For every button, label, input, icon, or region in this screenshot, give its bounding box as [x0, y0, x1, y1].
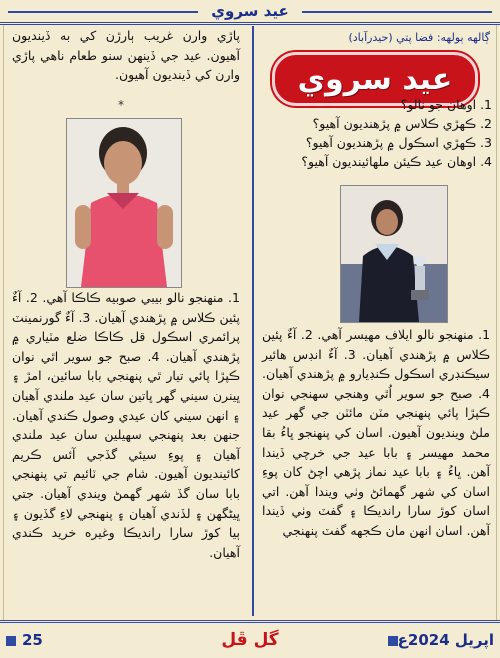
continued-text: پاڙي وارن غريب ٻارڙن کي به ڏينديون آهيون. عيد جي ڏينهن سنو طعام ناهي پاڙي وارن کي ڏينديون آهيون.	[12, 28, 240, 83]
question-list	[262, 95, 492, 171]
question-4: 4. اوهان عيد ڪيئن ملهائينديون آهيو؟	[301, 154, 492, 169]
section-separator: *	[118, 98, 124, 112]
magazine-name: گل ڦل	[221, 630, 279, 650]
question-2: 2. ڪهڙي ڪلاس ۾ پڙهنديون آهيو؟	[312, 116, 492, 131]
page-footer	[0, 620, 500, 658]
answers-left: 1. منهنجو نالو بيبي صوبيه ڪاڪا آهي. 2. آءٌ پئين ڪلاس ۾ پڙهندي آهيان. 3. آءٌ گورنمينٽ پرائمري اسڪول قل ڪاڪا ضلع مٽياري ۾ پڙهندي آهيان. 4. صبح جو سوير اٿي نوان ڪپڙا پائي تيار ٿي پنهنجي بابا سائين، امڙ ۽ ڀينرن سيني گهر ڀاتين سان عيد ملندي آهيان ۽ انهن سيني کان عيدي وصول ڪندي آهيان. جنهن بعد پنهنجي سهيلين سان عيد ملندي آهيان ۽ پوءِ سيئي گڏجي آئس ڪريم کائينديون آهيون. شام جي ٽائيم تي پنهنجي بابا سان گڏ شهر گهمڻ ويندي آهيان. جتي ڀيڻگهن ۽ لڏندي آهيان ۽ پنهنجي لاءِ گڏيون ۽ ٻيا کوڙ سارا رانديڪا وغيره خريد ڪندي آهيان.	[12, 290, 240, 560]
photo-girl-with-trophy	[340, 185, 448, 323]
question-3: 3. ڪهڙي اسڪول ۾ پڙهنديون آهيو؟	[305, 135, 492, 150]
header-rule-right	[302, 11, 492, 13]
column-divider	[252, 26, 254, 616]
answers-right: 1. منهنجو نالو ايلاف مهيسر آهي. 2. آءٌ پئين ڪلاس ۾ پڙهندي آهيان. 3. آءٌ انڊس هائير سيڪنڊري اسڪول ڪنڊيارو ۾ پڙهندي آهيان. 4. صبح جو سوير اُٿي وهنجي سهنجي نوان ڪپڙا پائي پنهنجي مٽن مائٽن جي گهر عيد ملڻ وينديون آهيون. اسان کي پنهنجو ڀاءُ بقا محمد مهيسر ۽ بابا عيد جي خرچي ڏيندا آهن. ڀاءُ ۽ بابا عيد نماز پڙهي اچڻ کان پوءِ اسان کي شهر گهمائڻ وٺي ويندا آهن. اتي اسان کوڙ سارا رانديڪا ۽ گفٽ وٺي ڏيندا آهن. اسان انهن مان ڪجهه گفٽ پنهنجي	[262, 327, 491, 538]
article-title: عيد سروي	[297, 61, 453, 97]
page-header	[0, 0, 500, 25]
page-number: 25	[6, 629, 50, 651]
byline: ڳالهه ٻولهه: فضا پتي (حيدرآباد)	[348, 31, 490, 44]
issue-date: اپريل 2024ع	[360, 629, 494, 651]
header-rule-left	[8, 11, 198, 13]
photo-girl-in-pink-image	[67, 119, 181, 287]
question-1: 1. اوهان جو نالو؟	[400, 97, 492, 112]
photo-girl-with-trophy-image	[341, 186, 447, 322]
photo-girl-in-pink	[66, 118, 182, 288]
header-title: عيد سروي	[211, 2, 289, 20]
